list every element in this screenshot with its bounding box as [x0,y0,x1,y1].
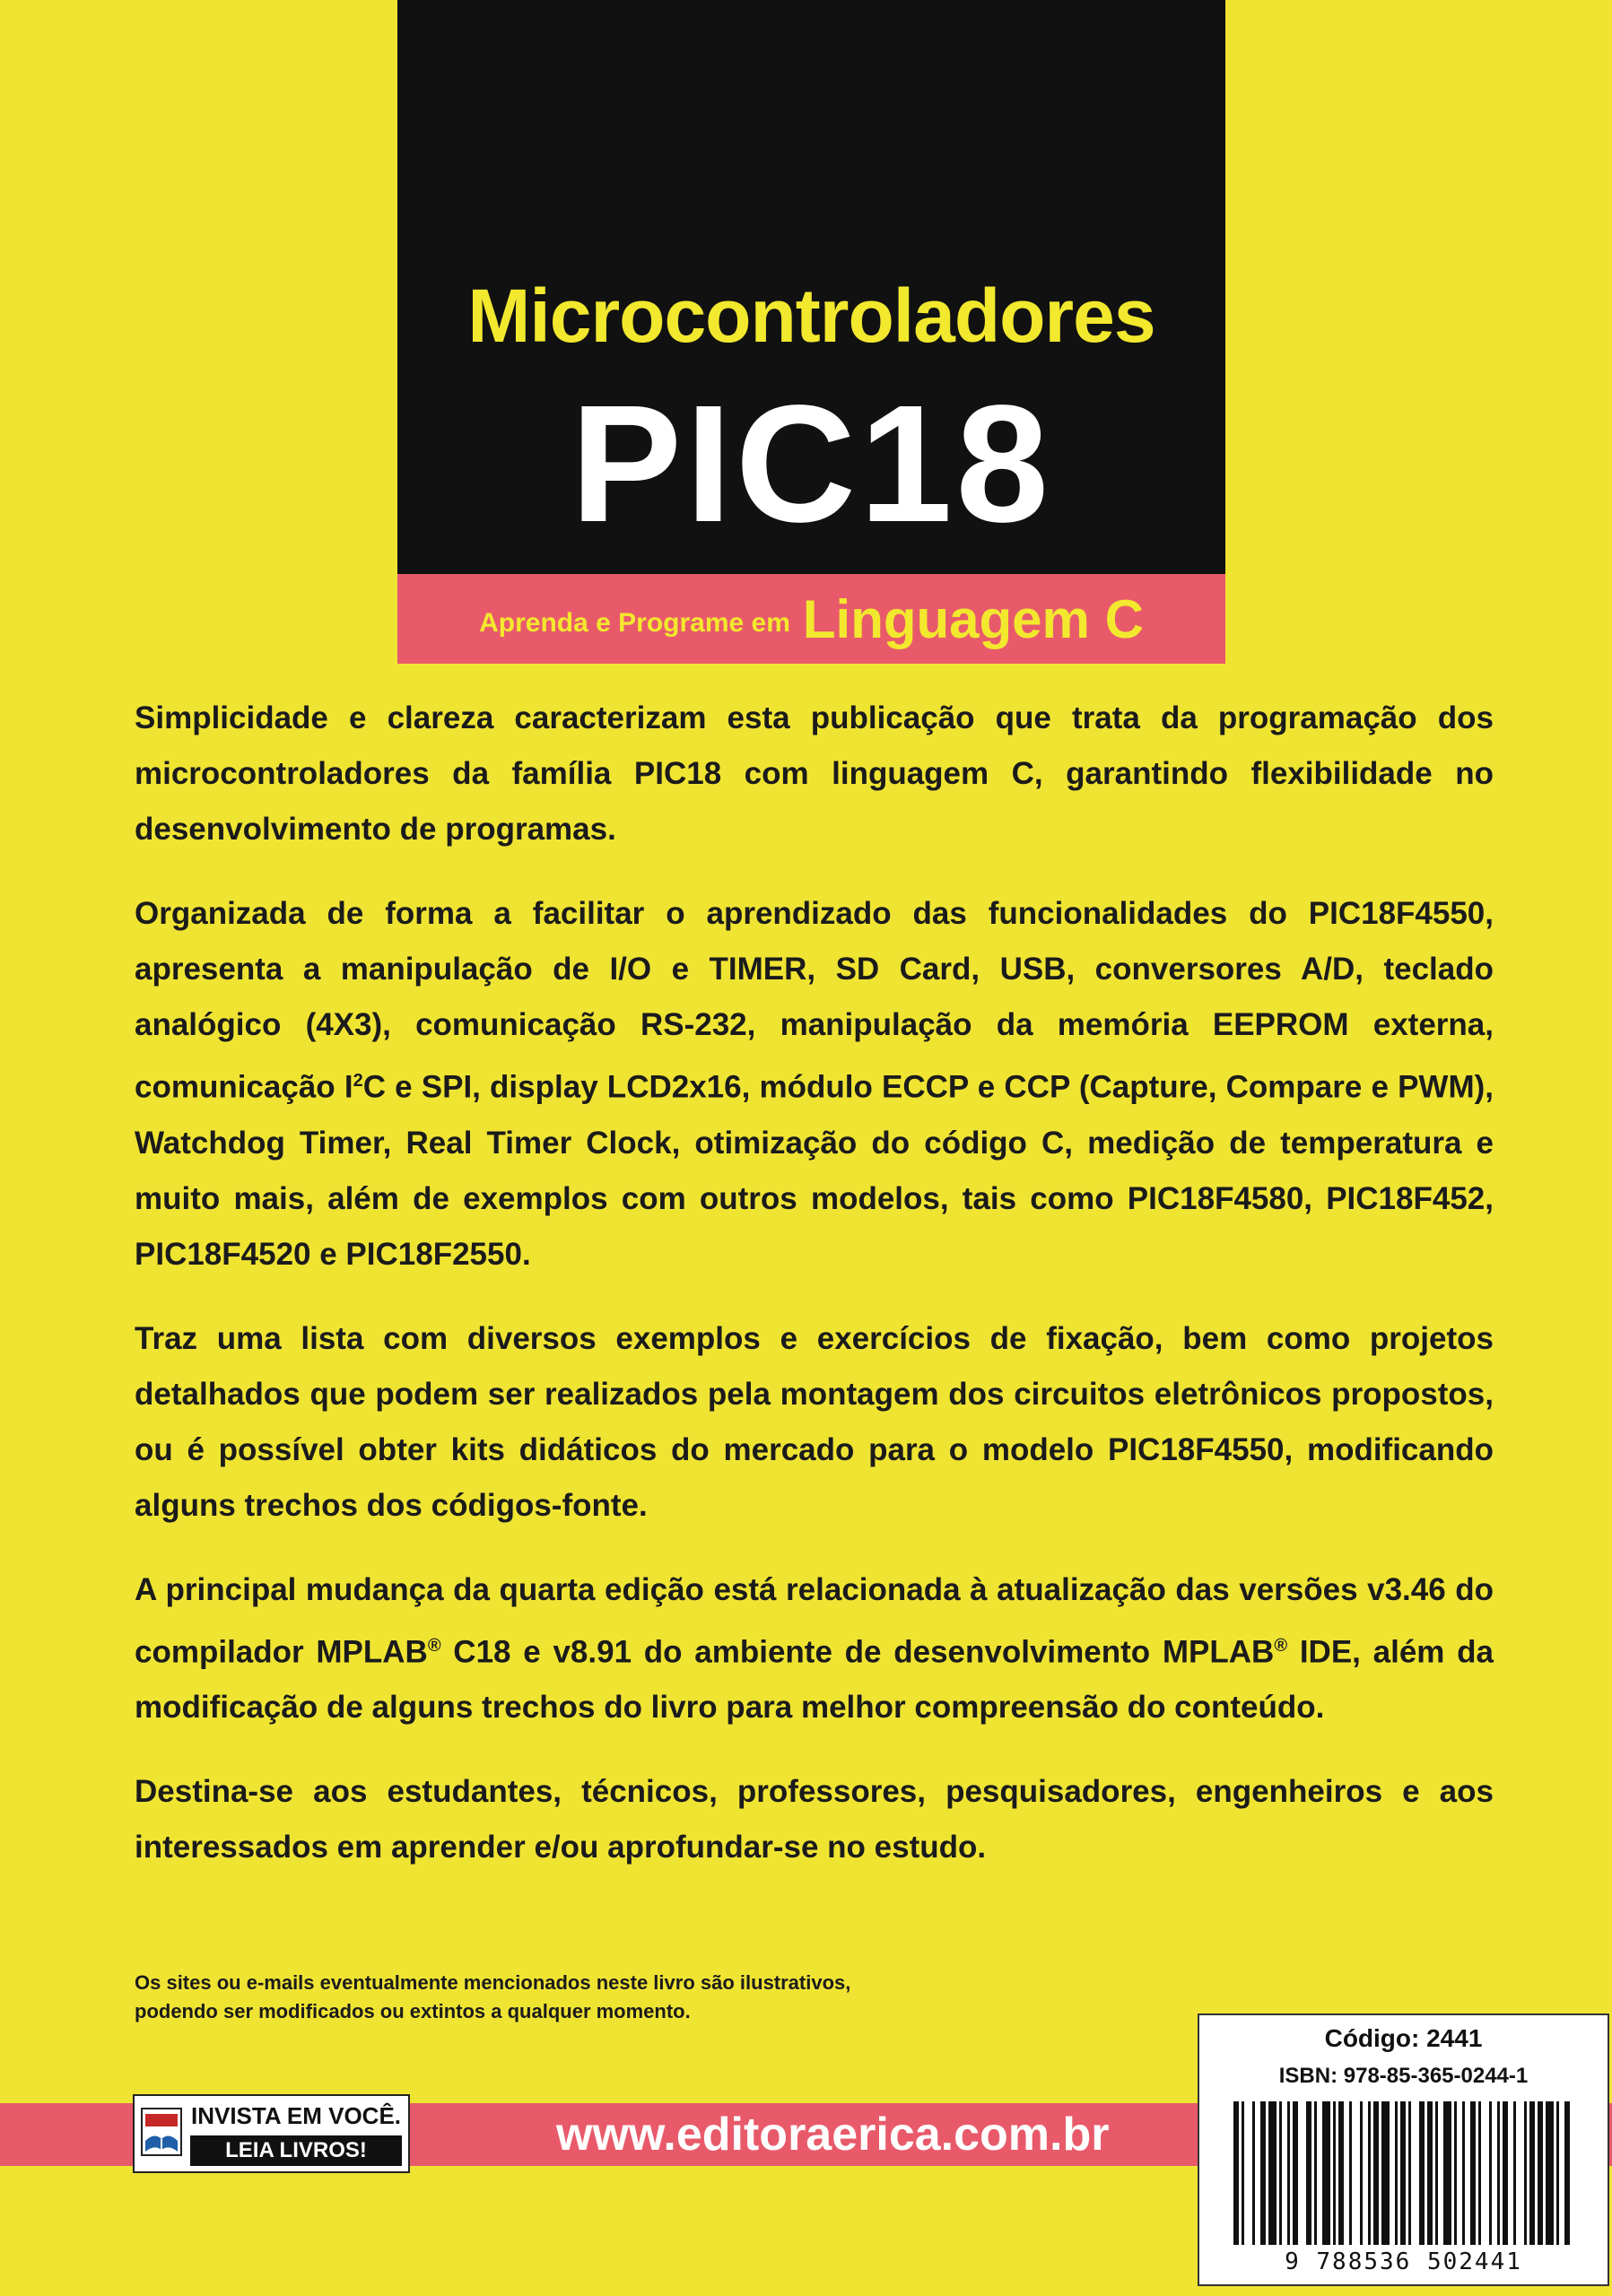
registered-mark: ® [427,1635,441,1656]
subtitle-band [397,574,1225,664]
barcode-bar [1503,2101,1508,2245]
description-text [135,691,1494,1904]
barcode-bar [1564,2101,1570,2245]
disclaimer [135,1969,942,2026]
registered-mark: ® [1274,1635,1288,1656]
open-book-icon [140,2105,183,2159]
isbn-box [1198,2013,1609,2286]
paragraph-4-part-a: A principal mudança da quarta edição está relacionada à atualização das versões v3.46 do compilador MPLAB [135,1571,1494,1670]
barcode-bar [1252,2101,1255,2245]
barcode-bar [1478,2101,1481,2245]
paragraph-3: Traz uma lista com diversos exemplos e exercícios de fixação, bem como projetos detalhados que podem ser realizados pela montagem dos circuitos eletrônicos propostos, ou é possível obter kits didáticos do mercado para o modelo PIC18F4550, modificando alguns trechos dos códigos-fonte. [135,1320,1494,1523]
website-link[interactable]: www.editoraerica.com.br [556,2109,1110,2161]
paragraph-4 [135,1562,1494,1736]
subtitle-small: Aprenda e Programe em [479,608,790,638]
barcode-bar [1360,2101,1363,2245]
barcode-bar [1454,2101,1457,2245]
barcode-bar [1408,2101,1411,2245]
paragraph-1: Simplicidade e clareza caracterizam esta publicação que trata da programação dos microcontroladores da família PIC18 com linguagem C, garantindo flexibilidade no desenvolvimento de programas. [135,700,1494,847]
barcode-bar [1538,2101,1543,2245]
barcode-bar [1435,2101,1438,2245]
paragraph-2 [135,886,1494,1283]
isbn-number: ISBN: 978-85-365-0244-1 [1278,2064,1529,2088]
barcode-digits: 9 788536 502441 [1285,2248,1522,2275]
barcode-bar [1242,2101,1244,2245]
barcode-bar [1524,2101,1527,2245]
paragraph-2-part-a: Organizada de forma a facilitar o aprendizado das funcionalidades do PIC18F4550, apresenta a manipulação de I/O e TIMER, SD Card, USB, conversores A/D, teclado analógico (4X3), comunicação RS-232, manipulação da memória EEPROM externa, comunicação I [135,896,1494,1105]
barcode-bar [1546,2101,1554,2245]
paragraph-2-part-b: C e SPI, display LCD2x16, módulo ECCP e CCP (Capture, Compare e PWM), Watchdog Timer, Real Timer Clock, otimização do código C, medição de temperatura e muito mais, além de exemplos com outros modelos, tais como PIC18F4580, PIC18F452, PIC18F4520 e PIC18F2550. [135,1069,1494,1272]
book-title-line1: Microcontroladores [467,274,1155,358]
product-code: Código: 2441 [1324,2024,1483,2052]
barcode-bar [1470,2101,1476,2245]
barcode-bar [1293,2101,1298,2245]
barcode-bar [1419,2101,1425,2245]
invest-line1: INVISTA EM VOCÊ. [190,2102,402,2129]
barcode-bar [1462,2101,1465,2245]
barcode-bar [1349,2101,1352,2245]
barcode-bar [1497,2101,1500,2245]
barcode-bar [1368,2101,1371,2245]
superscript-2: 2 [353,1071,363,1091]
barcode-bar [1381,2101,1390,2245]
barcode-icon [1233,2101,1573,2245]
barcode-bar [1268,2101,1277,2245]
barcode-bar [1395,2101,1398,2245]
barcode-bar [1333,2101,1336,2245]
barcode-bar [1279,2101,1282,2245]
invest-badge [133,2094,410,2173]
invest-line2: LEIA LIVROS! [190,2135,402,2166]
barcode-bar [1529,2101,1535,2245]
barcode-bar [1338,2101,1344,2245]
barcode-bar [1287,2101,1290,2245]
barcode-bar [1260,2101,1266,2245]
barcode-bar [1556,2101,1559,2245]
barcode-bar [1489,2101,1492,2245]
barcode-bar [1513,2101,1516,2245]
barcode-bar [1400,2101,1406,2245]
book-title-line2: PIC18 [571,371,1052,557]
disclaimer-line1: Os sites ou e-mails eventualmente mencionados neste livro são ilustrativos, [135,1971,851,1994]
barcode-bar [1443,2101,1451,2245]
subtitle-big: Linguagem C [802,588,1144,649]
barcode-bar [1306,2101,1311,2245]
barcode-bar [1322,2101,1330,2245]
paragraph-4-part-c: IDE, além da modificação de alguns trechos do livro para melhor compreensão do conteúdo. [135,1634,1494,1726]
title-block [397,0,1225,574]
barcode-bar [1373,2101,1379,2245]
paragraph-5: Destina-se aos estudantes, técnicos, professores, pesquisadores, engenheiros e aos interessados em aprender e/ou aprofundar-se no estudo. [135,1774,1494,1866]
paragraph-4-part-b: C18 e v8.91 do ambiente de desenvolvimento MPLAB [440,1634,1275,1670]
barcode-bar [1233,2101,1239,2245]
barcode-bar [1314,2101,1317,2245]
barcode-bar [1427,2101,1433,2245]
disclaimer-line2: podendo ser modificados ou extintos a qualquer momento. [135,2000,691,2022]
